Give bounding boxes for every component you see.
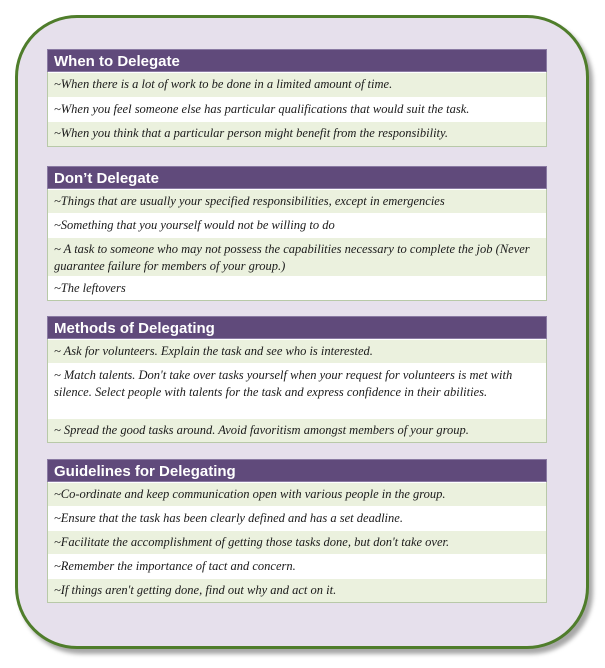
list-item: ~ Spread the good tasks around. Avoid favoritism amongst members of your group.: [48, 418, 546, 442]
section-guidelines-for-delegating: [47, 459, 547, 603]
list-item: ~ Ask for volunteers. Explain the task and see who is interested.: [48, 339, 546, 363]
list-item: ~ A task to someone who may not possess the capabilities necessary to complete the job (Never guarantee failure for members of your group.): [48, 237, 546, 276]
section-dont-delegate: [47, 166, 547, 301]
list-item: ~When you think that a particular person might benefit from the responsibility.: [48, 121, 546, 146]
list-item: ~When you feel someone else has particular qualifications that would suit the task.: [48, 97, 546, 121]
section-title: When to Delegate: [47, 49, 547, 72]
list-item: ~When there is a lot of work to be done in a limited amount of time.: [48, 72, 546, 97]
list-item: ~Co-ordinate and keep communication open with various people in the group.: [48, 482, 546, 506]
list-item: ~Remember the importance of tact and concern.: [48, 554, 546, 578]
section-methods-of-delegating: [47, 316, 547, 443]
list-item: ~If things aren't getting done, find out why and act on it.: [48, 578, 546, 602]
list-item: ~Something that you yourself would not be willing to do: [48, 213, 546, 237]
list-item: ~Things that are usually your specified responsibilities, except in emergencies: [48, 189, 546, 213]
section-title: Guidelines for Delegating: [47, 459, 547, 482]
section-title: Don’t Delegate: [47, 166, 547, 189]
list-item: ~The leftovers: [48, 276, 546, 300]
list-item: ~ Match talents. Don't take over tasks yourself when your request for volunteers is met with silence. Select people with talents for the task and express confidence in their abilities.: [48, 363, 546, 418]
section-title: Methods of Delegating: [47, 316, 547, 339]
section-when-to-delegate: [47, 49, 547, 147]
list-item: ~Ensure that the task has been clearly defined and has a set deadline.: [48, 506, 546, 530]
list-item: ~Facilitate the accomplishment of getting those tasks done, but don't take over.: [48, 530, 546, 554]
